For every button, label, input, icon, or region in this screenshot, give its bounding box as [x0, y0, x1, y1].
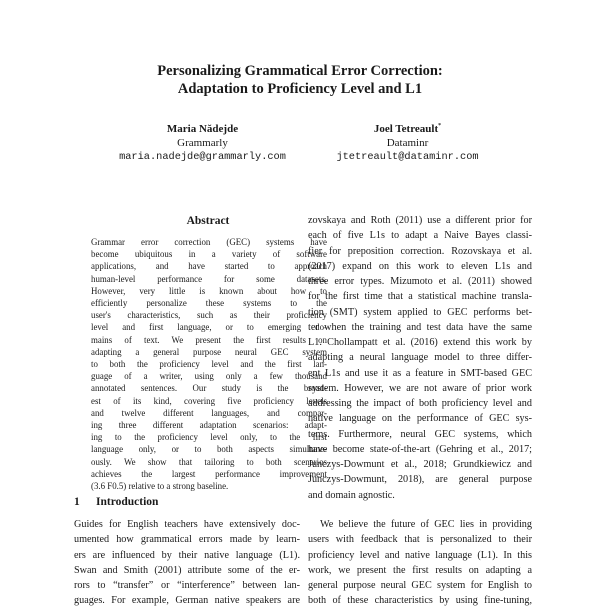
author-name-line [305, 122, 510, 136]
abstract-line: human-level performance for some datasets. [91, 273, 327, 284]
abstract-line: adapting a general purpose neural GEC system [91, 346, 327, 357]
body-line: three error types. Mizumoto et al. (2011) showed [308, 276, 532, 287]
section-title: Introduction [96, 496, 159, 508]
body-line: addressing the impact of both proficiency level and [308, 398, 532, 409]
author-block-2 [305, 122, 510, 164]
abstract-line: ously. We show that tailoring to both scenarios [91, 456, 327, 467]
section-heading [74, 496, 158, 508]
abstract-line: ing to the proficiency level only, to the first [91, 432, 327, 443]
body-line: Junczys-Dowmunt et al., 2018; Grundkiewicz and [308, 459, 532, 470]
body-line: users with feedback that is personalized to their [308, 534, 532, 546]
body-line: tems. Furthermore, neural GEC systems, which [308, 428, 532, 440]
body-line: for the first time that a statistical machine transla- [308, 291, 532, 303]
body-line: Guides for English teachers have extensively doc- [74, 519, 300, 530]
author-email: maria.nadejde@grammarly.com [119, 151, 286, 163]
footnote-mark: * [438, 123, 442, 129]
paper-title [0, 62, 600, 98]
body-line: L1. Chollampatt et al. (2016) extend this work by [308, 337, 532, 348]
body-line: native language on the performance of GEC sys- [308, 413, 532, 425]
abstract-line: efficiently personalize these systems to the [91, 298, 327, 309]
paper-title-line-2: Adaptation to Proficiency Level and L1 [177, 81, 423, 97]
author-name: Maria Nădejde [166, 123, 239, 135]
body-line: Junczys-Dowmunt, 2018), are general purpose [308, 474, 532, 486]
abstract-line: annotated sentences. Our study is the broad- [91, 383, 327, 394]
abstract-body [91, 236, 327, 492]
author-affiliation: Dataminr [386, 137, 429, 149]
body-line: each of five L1s to adapt a Naive Bayes classi- [308, 230, 532, 242]
paper-title-line-1: Personalizing Grammatical Error Correction: [157, 63, 443, 79]
body-line: (2017) expand on this work to eleven L1s and [308, 260, 532, 272]
abstract-line: achieves the largest performance improvement [91, 468, 327, 479]
abstract-line: mains of text. We present the first results on [91, 334, 327, 345]
abstract-line: become ubiquitous in a variety of software [91, 249, 327, 260]
abstract-line: language only, or to both aspects simultane- [91, 444, 327, 455]
body-line: have become state-of-the-art (Gehring et al., 2017; [308, 443, 532, 455]
section-number: 1 [74, 496, 80, 508]
author-affiliation: Grammarly [177, 137, 228, 149]
abstract-line: guage of a writer, using only a few thousand [91, 371, 327, 382]
body-line: ers are influenced by their native language (L1). [74, 549, 300, 561]
body-line: and domain agnostic. [308, 489, 395, 501]
body-line: guages. For example, German native speakers are [74, 595, 300, 607]
abstract-line: Grammar error correction (GEC) systems have [91, 237, 327, 247]
abstract-line: However, very little is known about how to [91, 285, 327, 296]
author-name: Joel Tetreault [373, 123, 439, 135]
abstract-line: user's characteristics, such as their proficiency [91, 310, 327, 321]
abstract-line: to both the proficiency level and the first lan- [91, 359, 327, 370]
body-line: Swan and Smith (2001) attribute some of the er- [74, 564, 300, 576]
body-line: ter when the training and test data have the same [308, 321, 532, 333]
right-column-text-2 [308, 517, 532, 609]
body-line: work, we present the first results on adapting a [308, 564, 532, 576]
intro-text [74, 517, 300, 609]
abstract-line: applications, and have started to approach [91, 261, 327, 272]
body-line: rors to “transfer” or “interference” between lan- [74, 580, 300, 591]
abstract-line: (3.6 F0.5) relative to a strong baseline. [91, 481, 229, 492]
body-line: We believe the future of GEC lies in providing [320, 519, 532, 530]
abstract-line: and twelve different languages, and compar- [91, 407, 327, 418]
body-line: umented how grammatical errors made by learn- [74, 534, 300, 546]
body-line: fier for preposition correction. Rozovskaya et al. [308, 245, 532, 257]
body-line: tion (SMT) system applied to GEC performs bet- [308, 306, 532, 318]
body-line: system. However, we are not aware of prior work [308, 382, 532, 394]
right-column-text [308, 213, 532, 503]
abstract-line: ing three different adaptation scenarios: adapt- [91, 420, 327, 431]
body-line: general purpose neural GEC system for English to [308, 580, 532, 591]
abstract-line: level and first language, or to emerging do- [91, 322, 327, 333]
author-email: jtetreault@dataminr.com [336, 151, 479, 163]
body-line: adapting a neural language model to three differ- [308, 352, 532, 364]
author-block-1 [95, 122, 310, 164]
body-line: zovskaya and Roth (2011) use a different prior for [308, 215, 532, 226]
abstract-heading: Abstract [186, 215, 230, 227]
body-line: both of these characteristics by using fine-tuning, [308, 595, 532, 607]
body-line: ent L1s and use it as a feature in SMT-based GEC [308, 367, 532, 379]
body-line: proficiency level and native language (L1). In this [308, 549, 532, 561]
abstract-line: est of its kind, covering five proficiency levels [91, 395, 327, 406]
